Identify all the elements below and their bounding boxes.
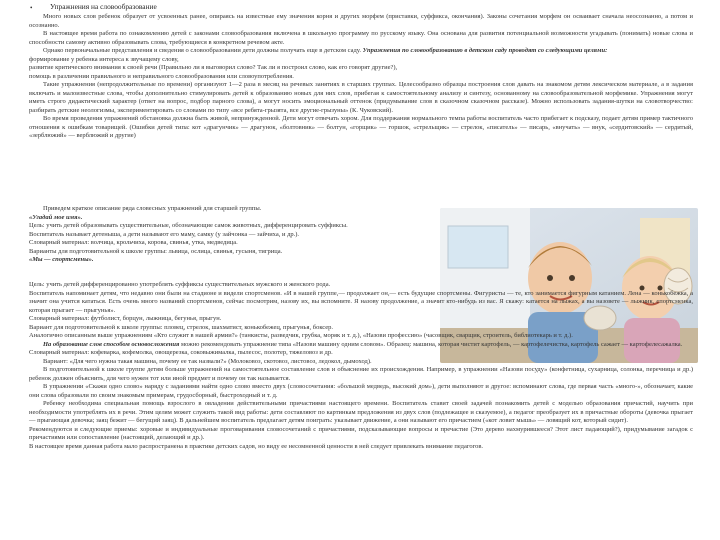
paragraph-1: В настоящее время работа по ознакомлению детей с законами словообразования включена в школьную программу по русскому языку. Она основана для развития потенциальной возможности угадывать (понимать) новые слова и способности самому активно образовывать слова, требующиеся в конкретном речевом акте. xyxy=(29,30,693,46)
exercise-1-line-3: Варианты для подготовительной к школе группы: львица, ослица, свинья, гусыня, тигрица. xyxy=(29,247,283,255)
left-column-block xyxy=(29,205,433,265)
page-title: Упражнения на словообразование xyxy=(50,2,157,11)
exercise-2-line-2: Вариант для подготовительной к школе группы: пловец, стрелок, шахматист, конькобежец, прыгунья, боксер. xyxy=(29,323,334,331)
paragraph-8: Вариант: «Для чего нужна такая машина, почему ее так назвали?» (Молоковоз, скотовоз, листовоз, ледокол, дымоход). xyxy=(43,357,372,365)
paragraph-9: В подготовительной к школе группе детям больше упражнений на самостоятельное составление слов и объяснение их происхождения. Например, в упражнении «Назови посуду» (конфетница, сухарница, солонка, перечница и др.) ребенок должен объяснить, для чего нужен тот или иной предмет и почему он так называется. xyxy=(29,366,693,382)
paragraph-6-rest: можно рекомендовать упражнение типа «Назови машину одним словом». Образец: машина, которая чистит картофель, — картофелечистка, картофель сажает — картофелесажалка. xyxy=(181,340,683,348)
lower-block xyxy=(29,281,693,451)
paragraph-2-lead: Однако первоначальные представления и сведения о словообразовании дети должны получать еще в детском саду. xyxy=(43,47,361,54)
paragraph-3: Такие упражнения (непродолжительные по времени) организуют 1—2 раза в месяц на речевых занятиях в старших группах. Целесообразно образцы построения слов давать на знакомом детям лексическом материале, а в задания включать и малоизвестные слова, чтобы дополнительно стимулировать детей к образованию новых для них слов, прибегая к самостоятельному анализу и синтезу, основанному на словообразовательной морфемике. Упражнения могут иметь строго дидактический характер (ответ на вопрос, подбор парного слова), а могут носить эмоциональный оттенок (придумывание слов в сказочном сказочном рассказе). Можно использовать задания-шутки на словотворчество: разбирать детские неологизмы, экспериментировать со словами по типу «все ребята-грызята, все другие-грызуны» (К. Чуковский). xyxy=(29,81,693,114)
intro-block xyxy=(29,13,693,141)
exercise-1-line-2: Словарный материал: волчица, крольчиха, корова, свинья, утка, медведица. xyxy=(29,239,238,246)
paragraph-6 xyxy=(29,341,693,350)
exercise-2-text: Воспитатель напоминает детям, что недавно они были на стадионе и видели спортсменов. «И в нашей группе,— продолжает он,— есть будущие спортсмены. Фигуристы — те, кто занимается фигурным катанием. Лена — конькобежка, а значит она учится кататься. Есть очень много названий спортсменов, сейчас посмотрим, назову их, вы вспомните. Я назову продолжение, а значит кто-нибудь из вас. Я скажу: катается на лыжах, а вы назовете — лыжник, спортсменка, которая прыгает — прыгунья». xyxy=(29,289,693,314)
paragraph-4: Во время проведения упражнений обстановка должна быть живой, непринужденной. Дети могут отвечать хором. Для поддержания нормального темпа работы воспитатель часто прибегает к подсказу, подает детям пример тактичного отношения к ошибкам товарищей. (Ошибки детей типа: кот «драгунчик» — драгунок, «болтовник» — болтун, «горщик» — горшок, «стрельщик» — стрелок, «писатель» — писарь, «внучать» — внук, «сердитовский» — сердитый, «зерблюжий» — верблюжий и другие) xyxy=(29,115,693,139)
exercise-2-title: «Мы — спортсмены». xyxy=(29,256,94,263)
exercise-1-goal: Цель: учить детей образовывать существительные, обозначающие самок животных, дифференцировать суффиксы. xyxy=(29,222,348,229)
exercise-1-title: «Угадай мое имя». xyxy=(29,213,83,221)
paragraph-2-emphasis: Упражнения по словообразованию в детском саду проводят со следующими целями: xyxy=(362,47,608,54)
exercise-2-line-1: Словарный материал: футболист, борцун, лыжница, бегунья, прыгун. xyxy=(29,315,222,322)
paragraph-11: Ребенку необходима специальная помощь взрослого в овладении действительными причастиями настоящего времени. Воспитатель ставит своей задачей познакомить детей с моделью образования причастий, научить при необходимости употреблять их в речи. Этим целям может служить такой вид работы: дети составляют по картинкам предложения из двух слов (подлежащее и сказуемое), а педагог преобразует их в причастные обороты (девочка прыгает — прыгающая девочка; заяц бежит — бегущий заяц). В дальнейшем воспитатель предлагает детям поиграть: указывает движение, а они называют его причастием («кот ловит мышь» — ловящий кот, который сидит). xyxy=(29,400,693,424)
paragraph-7: Словарный материал: кофеварка, кофемолка, овощерезка, соковыжималка, пылесос, полотер, тяжеловоз и др. xyxy=(29,349,333,356)
goal-item: помощь в различении правильного и неправильного словообразования или словоупотребления. xyxy=(29,72,294,80)
paragraph-13: В настоящее время данная работа мало распространена в практике детских садов, но виду ее несомненной ценности в ней следует привлекать внимание педагогов. xyxy=(29,442,484,450)
goal-item: формирование у ребенка интереса к звучащему слову, xyxy=(29,55,179,63)
intro-paragraph: Много новых слов ребенок образует от усвоенных ранее, опираясь на известные ему значения корня и других морфем (приставки, суффикса, окончания). Законы сочетания морфем он осваивает сначала неосознанно, а потом и осознанно. xyxy=(29,13,693,29)
exercise-1-line-1: Воспитатель называет детеныша, а дети называют его маму, самку (у зайчонка — зайчиха, и др.). xyxy=(29,230,300,238)
goal-item: развитие критического внимания к своей речи (Правильно ли я выговорил слово? Так ли я построил слово, как его говорят другие?), xyxy=(29,64,398,71)
paragraph-12: Рекомендуются и следующие приемы: хоровые и индивидуальные проговаривания словосочетаний с причастиями, подсказывающие вопросы и пречастие (Это дерево нахмурившееся? Этот лист падающий?), придумывание загадок с причастиями или сопоставление (настоящий, делающий и др.). xyxy=(29,425,693,441)
paragraph-2 xyxy=(29,47,693,56)
paragraph-5: Приведем краткое описание ряда словесных упражнений для старшей группы. xyxy=(43,205,262,212)
paragraph-10: В упражнении «Скажи одно слово» наряду с заданиями найти одно слово вместо двух (словосочетания: «большой медведь, высокий дом»), дети выполняют и другое: вспоминают слова, где первая часть «много-», обозначает, какие они слова образовали по своим знакомым примерам, грудосборный, быстроходный и т. д. xyxy=(29,383,693,399)
exercise-2-goal: Цель: учить детей дифференцированно употреблять суффиксы существительных мужского и женского рода. xyxy=(29,281,331,288)
exercise-2-line-3: Аналогично описанным выше упражнениям «Кто служит в нашей армии?» (танкисты, разведчик, грубка, моряк и т. д.), «Назови профессию» (часовщик, сварщик, строитель, библиотекарь и т. д.). xyxy=(29,332,573,339)
paragraph-6-emphasis: На образование слов способом основосложения xyxy=(43,340,180,348)
bullet-icon: • xyxy=(30,4,33,12)
